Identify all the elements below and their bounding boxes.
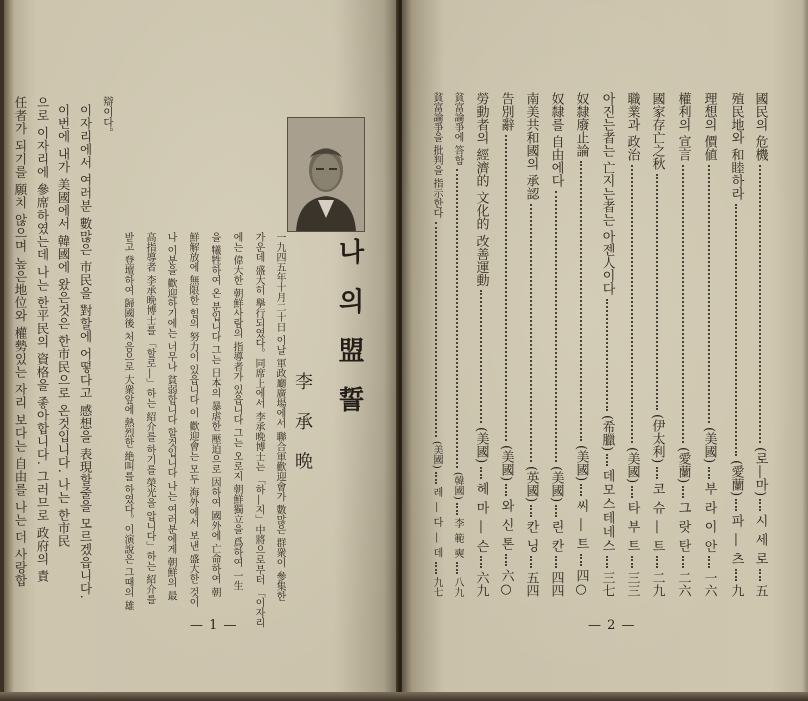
toc-page-number: 三七 bbox=[599, 571, 615, 597]
toc-origin: (로―마) bbox=[752, 446, 768, 496]
dot-leader bbox=[606, 299, 608, 411]
intro-line: 에는 偉大한 朝鮮사람의 指導者가 있읍니다 그는 오로지 朝鮮獨立을 爲하여 一生 bbox=[231, 232, 242, 591]
page-number: — 2 — bbox=[588, 618, 636, 633]
body-line: 任者가 되기를 願치 않으며 높은地位와 權勢있는 자리 보다는 自由를 나는 더 사랑합 bbox=[13, 96, 28, 588]
toc-title: 貧富論爭에 答함 bbox=[452, 92, 463, 166]
toc-title: 奴隸를 自由에다 bbox=[548, 92, 564, 188]
toc-entry bbox=[571, 92, 591, 597]
toc-title: 南美共和國의 承認 bbox=[523, 92, 539, 201]
intro-line: 을 犧牲하여 온 분입니다 그는 日本의 暴虐한 壓迫으로 因하여 國外에 亡命하여 朝 bbox=[209, 232, 220, 597]
dot-leader bbox=[480, 556, 482, 568]
toc-page-number: 四○ bbox=[573, 569, 589, 597]
dot-leader bbox=[530, 204, 532, 462]
dot-leader bbox=[735, 499, 737, 511]
toc-speaker: 린 칸 bbox=[548, 519, 564, 553]
toc-origin: (伊太利) bbox=[649, 414, 665, 464]
dot-leader bbox=[606, 556, 608, 568]
toc-title: 國家存亡之秋 bbox=[649, 92, 665, 170]
dot-leader bbox=[505, 554, 507, 566]
toc-entry bbox=[496, 92, 516, 597]
toc-entry bbox=[699, 92, 719, 597]
toc-page-number: 四四 bbox=[548, 571, 564, 597]
toc-title: 國民의 危機 bbox=[752, 92, 768, 162]
toc-speaker: 헤 마 ― 슨 bbox=[473, 481, 489, 553]
toc-origin: (美國) bbox=[573, 444, 589, 481]
toc-title: 告別辭 bbox=[498, 92, 514, 131]
dot-leader bbox=[580, 161, 582, 441]
toc-entry bbox=[726, 92, 746, 597]
dot-leader bbox=[682, 486, 684, 498]
toc-speaker: 칸 닝 bbox=[523, 519, 539, 553]
left-page bbox=[4, 0, 400, 696]
toc-origin: (美國) bbox=[431, 441, 442, 470]
toc-origin: (愛蘭) bbox=[675, 446, 691, 483]
intro-line: 가운데 盛大히 擧行되였다。同席上에서 李承晩博士는 「하―지」中將으로부터 「이자리 bbox=[253, 232, 264, 628]
intro-line: 받고 登壇하여 歸國後 처음으로 大衆앞에 熱烈한 絶叫를 하였다。이演說은 그때의 雄 bbox=[122, 232, 133, 611]
dot-leader bbox=[656, 174, 658, 410]
toc-title: 아진는者는 亡지는者는 아젠人이다 bbox=[599, 92, 615, 296]
toc-entry bbox=[647, 92, 667, 597]
dot-leader bbox=[555, 505, 557, 517]
toc-speaker: 와 신 톤 bbox=[498, 498, 514, 551]
toc-entry bbox=[521, 92, 541, 597]
toc-speaker: 레 ― 다 ― 데 bbox=[431, 487, 442, 559]
toc-entry bbox=[428, 92, 444, 597]
dot-leader bbox=[555, 556, 557, 568]
toc-title: 貧富論爭을 批判을 指示한다 bbox=[431, 92, 442, 219]
dot-leader bbox=[435, 222, 437, 437]
dot-leader bbox=[631, 486, 633, 498]
dot-leader bbox=[555, 191, 557, 462]
dot-leader bbox=[505, 484, 507, 496]
toc-origin: (韓國) bbox=[452, 471, 463, 500]
dot-leader bbox=[759, 569, 761, 581]
toc-title: 權利의 宣言 bbox=[675, 92, 691, 162]
toc-entry bbox=[597, 92, 617, 597]
intro-line: 나 이분을 歡迎하기에는 너무나 貧弱합니다 할것입니다 나는 여러분에게 朝鮮의 最 bbox=[165, 232, 176, 601]
toc-speaker: 시 세 로 bbox=[752, 513, 768, 566]
page-number: — 1 — bbox=[190, 618, 238, 633]
toc-origin: (美國) bbox=[548, 465, 564, 502]
dot-leader bbox=[435, 562, 437, 574]
toc-origin: (英國) bbox=[523, 465, 539, 502]
dot-leader bbox=[656, 467, 658, 479]
dot-leader bbox=[631, 165, 633, 442]
toc-speaker: 파 ― 츠 bbox=[728, 513, 744, 566]
toc-title: 勞動者의 經濟的 文化的 改善運動 bbox=[473, 92, 489, 287]
toc-origin: (愛蘭) bbox=[728, 459, 744, 496]
dot-leader bbox=[708, 165, 710, 423]
toc-speaker: 데모스테네스 bbox=[599, 469, 615, 553]
right-page bbox=[402, 0, 808, 693]
dot-leader bbox=[530, 556, 532, 568]
toc-speaker: 코 슈 ― 트 bbox=[649, 481, 665, 553]
body-line: 이자리에서 여러분 數많은 市民을 對할에 어떻다고 感想을 表現할줄을 모르겠읍니다. bbox=[78, 104, 93, 600]
toc-speaker: 타 부 트 bbox=[624, 500, 640, 553]
dot-leader bbox=[580, 554, 582, 566]
dot-leader bbox=[656, 556, 658, 568]
toc-entry bbox=[622, 92, 642, 597]
dot-leader bbox=[456, 562, 458, 574]
dot-leader bbox=[480, 290, 482, 423]
toc-page-number: 九七 bbox=[431, 577, 442, 597]
toc-origin: (美國) bbox=[473, 427, 489, 464]
toc-origin: (希臘) bbox=[599, 414, 615, 451]
author-name: 李 承 晩 bbox=[292, 372, 313, 478]
dot-leader bbox=[631, 556, 633, 568]
toc-page-number: 三三 bbox=[624, 571, 640, 597]
toc-entry bbox=[750, 92, 770, 597]
toc-speaker: 부 라 이 안 bbox=[701, 481, 717, 553]
toc-page-number: 二六 bbox=[675, 571, 691, 597]
dot-leader bbox=[682, 556, 684, 568]
toc-origin: (美國) bbox=[498, 444, 514, 481]
toc-title: 職業과 政治 bbox=[624, 92, 640, 162]
author-portrait bbox=[287, 117, 365, 232]
intro-line: 鮮解放에 無限한 힘의 努力이 있읍니다 이 歡迎會는 모두 海外에서 보낸 盛大한 것이 bbox=[187, 232, 198, 607]
dot-leader bbox=[759, 499, 761, 511]
toc-page-number: 五 bbox=[752, 584, 768, 597]
dot-leader bbox=[735, 204, 737, 455]
toc-page-number: 六九 bbox=[473, 571, 489, 597]
dot-leader bbox=[505, 135, 507, 441]
dot-leader bbox=[606, 454, 608, 466]
toc-page-number: 六○ bbox=[498, 569, 514, 597]
toc-entry bbox=[471, 92, 491, 597]
toc-page-number: 二九 bbox=[649, 571, 665, 597]
page-bottom-edge bbox=[0, 692, 808, 701]
body-line: 으로 이자리에 參席하였는데 나는 한平民의 資格을 좋아합니다. 그러므로 政府의 責 bbox=[35, 96, 50, 583]
toc-page-number: 一六 bbox=[701, 571, 717, 597]
toc-page-number: 五四 bbox=[523, 571, 539, 597]
intro-line: 高指導者 李承晩博士를 「할로―」하는 紹介를 하기를 榮光을 압니다」하는 紹介를 bbox=[144, 232, 155, 605]
toc-page-number: 九 bbox=[728, 584, 744, 597]
toc-page-number: 八九 bbox=[452, 577, 463, 597]
dot-leader bbox=[480, 467, 482, 479]
toc-origin: (美國) bbox=[701, 427, 717, 464]
toc-entry bbox=[449, 92, 465, 597]
dot-leader bbox=[735, 569, 737, 581]
dot-leader bbox=[435, 472, 437, 484]
toc-origin: (美國) bbox=[624, 446, 640, 483]
intro-line-end: 辯이다。 bbox=[102, 96, 114, 138]
toc-speaker: 李 範 奭 bbox=[452, 517, 463, 559]
body-line: 이번에 내가 美國에서 韓國에 왔은것은 한市民으로 온것입니다. 나는 한市民 bbox=[56, 104, 71, 548]
intro-line: 一九四五年十月二十日 이날 軍政廳廣場에서 聯合軍歡迎會가 數많은 群衆이 參集한 bbox=[274, 232, 285, 602]
dot-leader bbox=[708, 467, 710, 479]
toc-entry bbox=[546, 92, 566, 597]
dot-leader bbox=[530, 505, 532, 517]
dot-leader bbox=[759, 165, 761, 442]
toc-title: 理想의 價値 bbox=[701, 92, 717, 162]
dot-leader bbox=[456, 503, 458, 515]
toc-speaker: 씨 ― 트 bbox=[573, 498, 589, 551]
toc-entry bbox=[673, 92, 693, 597]
dot-leader bbox=[580, 484, 582, 496]
toc-title: 殖民地와 和睦하라 bbox=[728, 92, 744, 201]
speech-title: 나의盟誓 bbox=[334, 238, 364, 436]
dot-leader bbox=[682, 165, 684, 442]
toc-speaker: 그 랏 탄 bbox=[675, 500, 691, 553]
dot-leader bbox=[708, 556, 710, 568]
dot-leader bbox=[456, 169, 458, 468]
toc-title: 奴隸廢止論 bbox=[573, 92, 589, 157]
